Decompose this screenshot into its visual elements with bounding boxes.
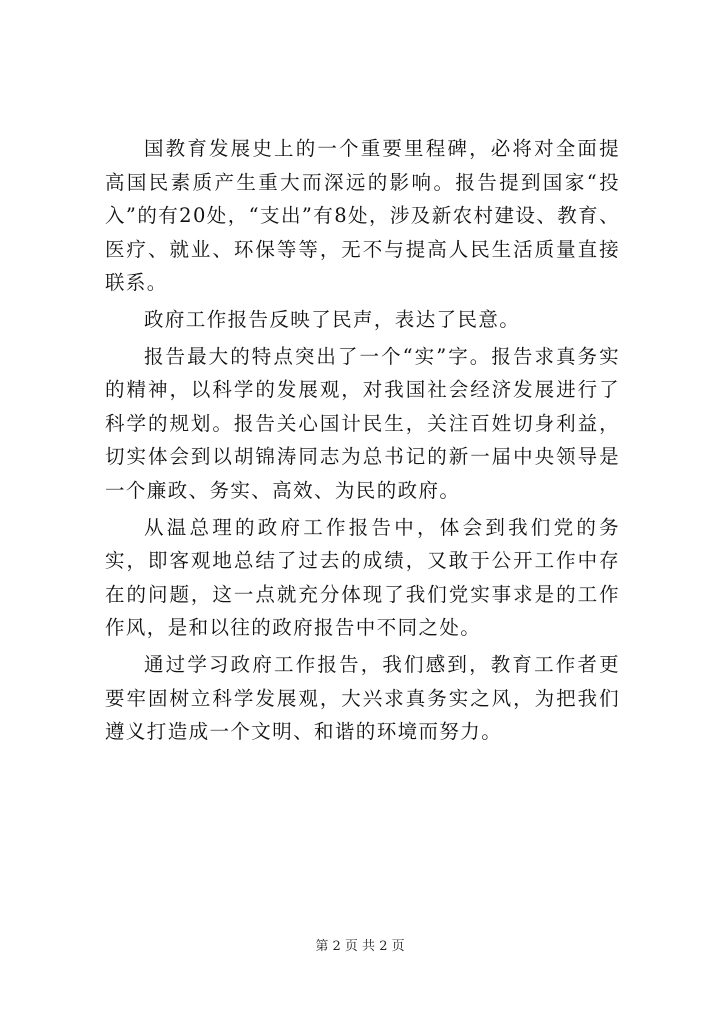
paragraph-4: 从温总理的政府工作报告中，体会到我们党的务实，即客观地总结了过去的成绩，又敢于公开工作中存在的问题，这一点就充分体现了我们党实事求是的工作作风，是和以往的政府报告中不同之处。: [105, 515, 620, 640]
document-body: [105, 132, 620, 752]
paragraph-2: 政府工作报告反映了民声，表达了民意。: [144, 307, 521, 331]
paragraph-5: 通过学习政府工作报告，我们感到，教育工作者更要牢固树立科学发展观，大兴求真务实之风，为把我们遵义打造成一个文明、和谐的环境而努力。: [105, 652, 620, 744]
page-footer: 第 2 页 共 2 页: [315, 939, 405, 954]
paragraph-1: 国教育发展史上的一个重要里程碑，必将对全面提高国民素质产生重大而深远的影响。报告提到国家“投入”的有20处，“支出”有8处，涉及新农村建设、教育、医疗、就业、环保等等，无不与提高人民生活质量直接联系。: [105, 137, 620, 295]
paragraph-3: 报告最大的特点突出了一个“实”字。报告求真务实的精神，以科学的发展观，对我国社会经济发展进行了科学的规划。报告关心国计民生，关注百姓切身利益，切实体会到以胡锦涛同志为总书记的新一届中央领导是一个廉政、务实、高效、为民的政府。: [105, 344, 620, 502]
